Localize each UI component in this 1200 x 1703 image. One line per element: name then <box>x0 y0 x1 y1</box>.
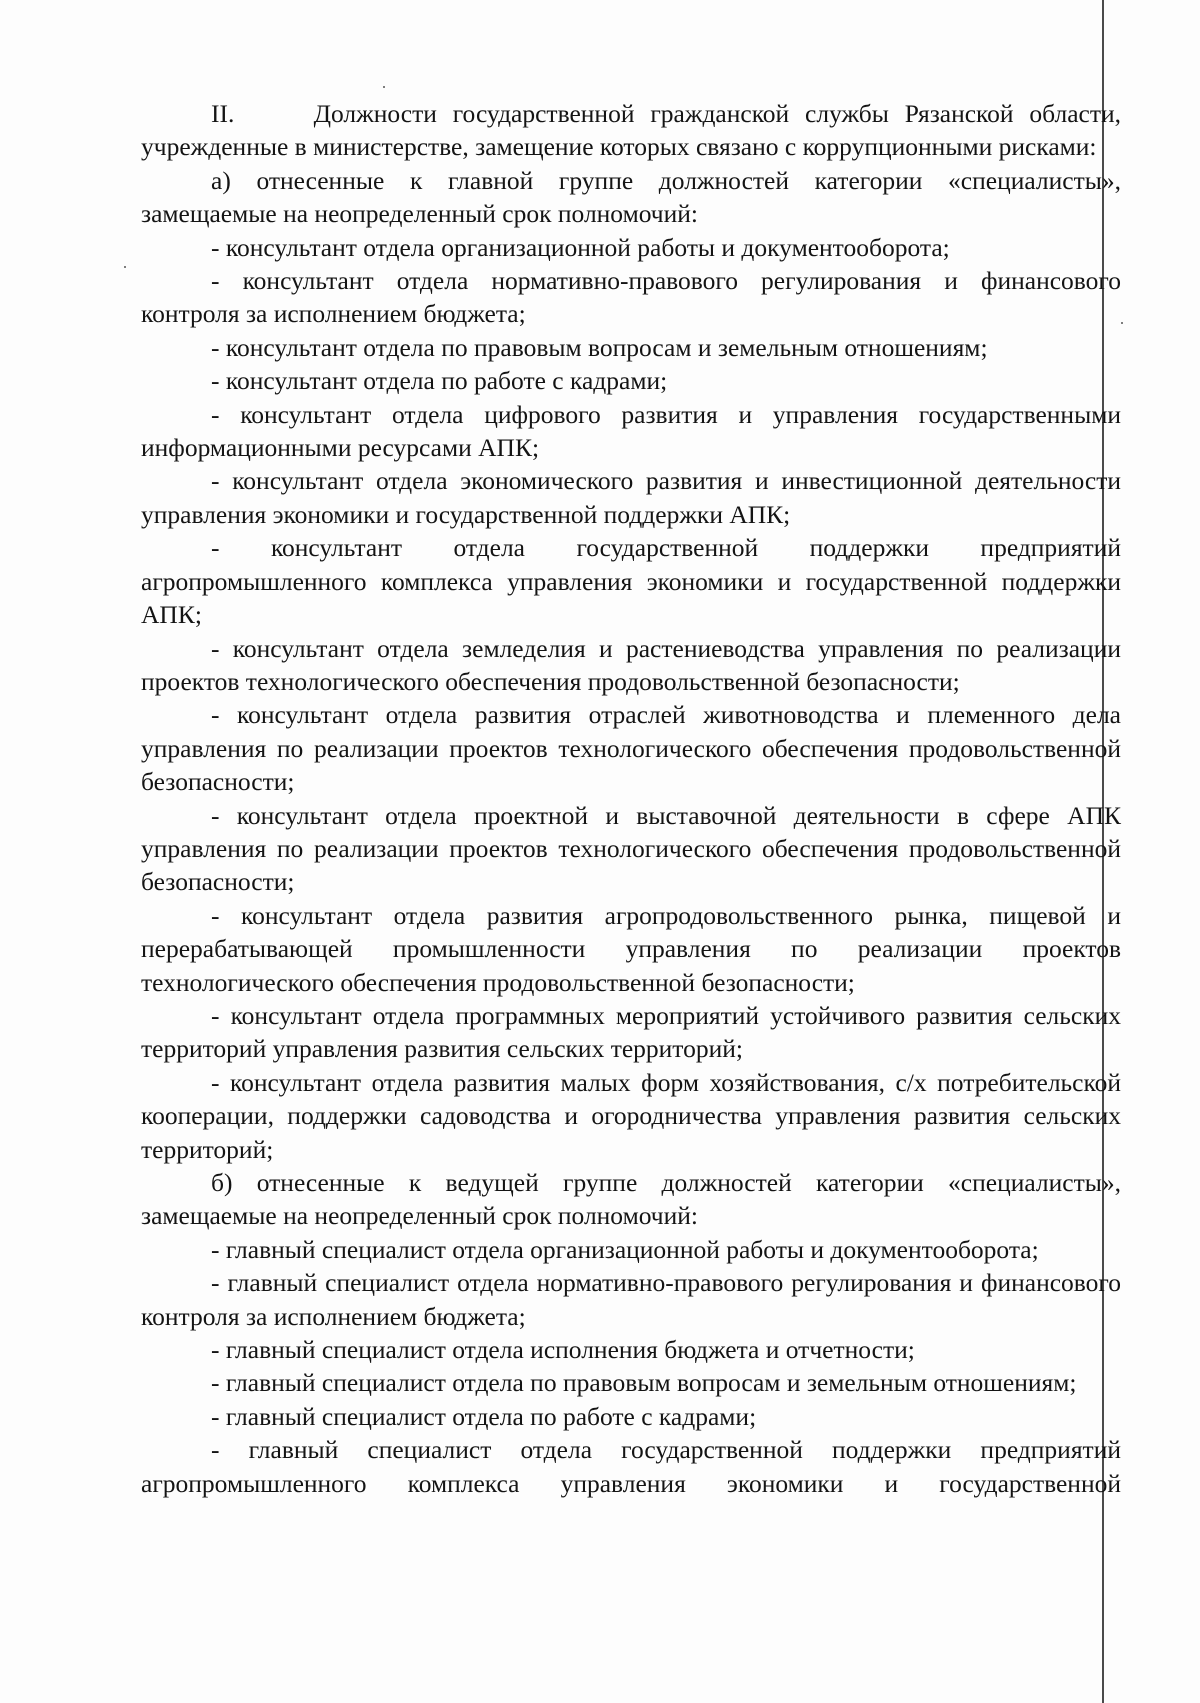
list-item: - главный специалист отдела нормативно-правового регулирования и финансового контроля за исполнением бюджета; <box>141 1268 1121 1331</box>
list-item: - консультант отдела по правовым вопросам и земельным отношениям; <box>211 332 988 362</box>
section-heading: II. Должности государственной гражданской службы Рязанской области, учрежденные в министерстве, замещение которых связано с коррупционными рисками: <box>141 99 1121 162</box>
group-b-intro: б) отнесенные к ведущей группе должностей категории «специалисты», замещаемые на неопределенный срок полномочий: <box>141 1168 1121 1231</box>
document-body <box>141 97 1121 1500</box>
scan-speck <box>124 266 126 268</box>
scan-speck <box>383 86 385 88</box>
list-item: - консультант отдела нормативно-правового регулирования и финансового контроля за исполнением бюджета; <box>141 266 1121 329</box>
list-item: - консультант отдела цифрового развития и управления государственными информационными ресурсами АПК; <box>141 399 1121 463</box>
list-item: - консультант отдела по работе с кадрами; <box>211 366 668 396</box>
list-item: - главный специалист отдела государственной поддержки предприятий агропромышленного комплекса управления экономики и государственной <box>141 1435 1121 1498</box>
list-item: - консультант отдела развития малых форм хозяйствования, с/х потребительской кооперации, поддержки садоводства и огородничества управления развития сельских территорий; <box>141 1067 1121 1164</box>
list-item: - консультант отдела проектной и выставочной деятельности в сфере АПК управления по реализации проектов технологического обеспечения продовольственной безопасности; <box>141 800 1121 897</box>
group-a-intro: а) отнесенные к главной группе должностей категории «специалисты», замещаемые на неопределенный срок полномочий: <box>141 165 1121 229</box>
list-item: - главный специалист отдела по работе с кадрами; <box>211 1401 757 1431</box>
list-item: - консультант отдела земледелия и растениеводства управления по реализации проектов технологического обеспечения продовольственной безопасности; <box>141 633 1121 696</box>
list-item: - главный специалист отдела организационной работы и документооборота; <box>211 1234 1039 1264</box>
list-item: - главный специалист отдела по правовым вопросам и земельным отношениям; <box>211 1368 1077 1398</box>
list-item: - консультант отдела развития отраслей животноводства и племенного дела управления по реализации проектов технологического обеспечения продовольственной безопасности; <box>141 700 1121 797</box>
list-item: - консультант отдела организационной работы и документооборота; <box>211 232 950 262</box>
list-item: - консультант отдела программных мероприятий устойчивого развития сельских территорий управления развития сельских территорий; <box>141 1000 1121 1064</box>
list-item: - консультант отдела государственной поддержки предприятий агропромышленного комплекса управления экономики и государственной поддержки АПК; <box>141 533 1121 630</box>
scan-speck <box>1121 322 1123 324</box>
list-item: - главный специалист отдела исполнения бюджета и отчетности; <box>211 1335 915 1365</box>
list-item: - консультант отдела развития агропродовольственного рынка, пищевой и перерабатывающей промышленности управления по реализации проектов технологического обеспечения продовольственной безопасности; <box>141 900 1121 997</box>
list-item: - консультант отдела экономического развития и инвестиционной деятельности управления экономики и государственной поддержки АПК; <box>141 466 1121 529</box>
